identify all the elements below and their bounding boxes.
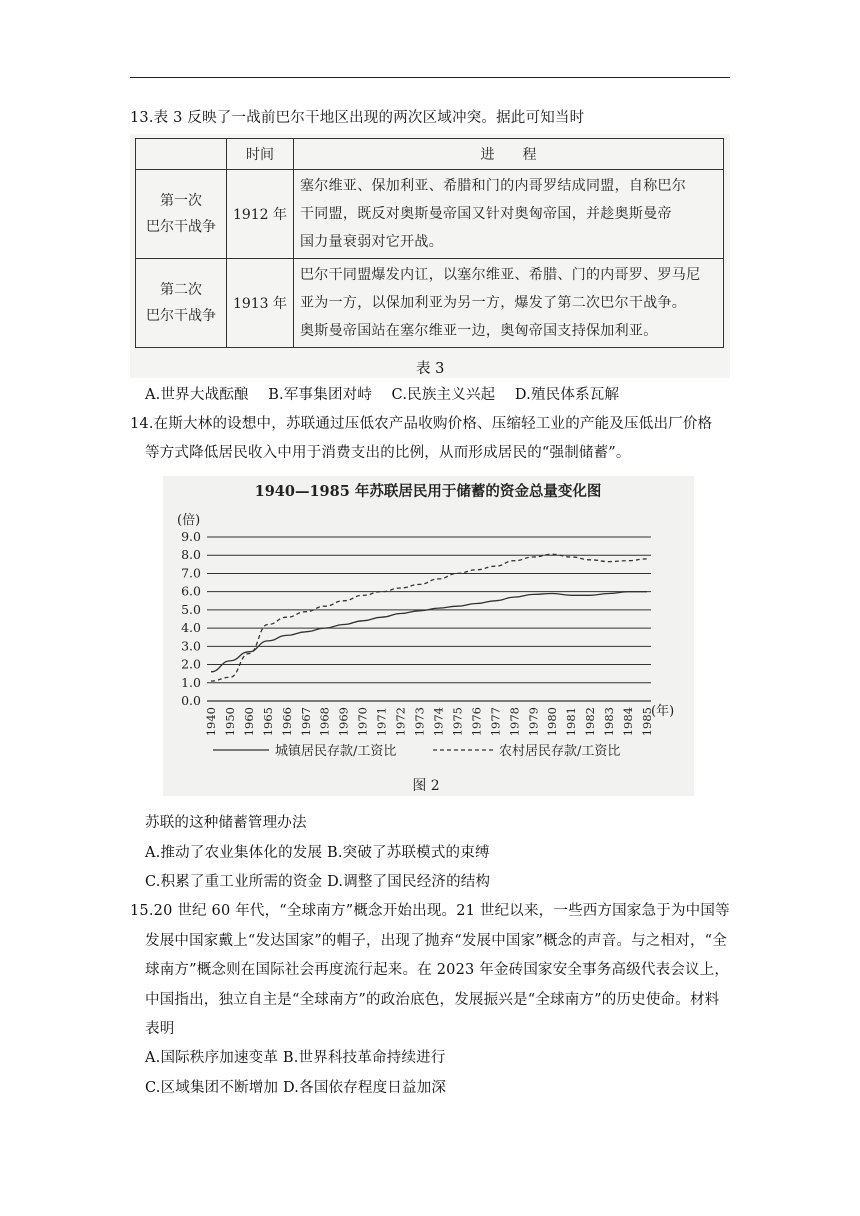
x-tick-label: 1972 (393, 707, 408, 737)
table-3 (130, 134, 730, 378)
q15-stem-line3: 球南方”概念则在国际社会再度流行起来。在 2023 年金砖国家安全事务高级代表会议上， (145, 962, 730, 978)
x-tick-label: 1974 (431, 707, 446, 737)
event-label: 巴尔干战争 (146, 308, 216, 324)
y-tick-labels (181, 529, 201, 708)
header-time: 时间 (227, 139, 294, 170)
table-header-row (136, 139, 724, 170)
x-tick-label: 1975 (450, 707, 465, 737)
q15-options-cd: C.区域集团不断增加 D.各国依存程度日益加深 (145, 1080, 447, 1096)
y-tick-label: 6.0 (181, 583, 201, 599)
x-tick-label: 1979 (526, 707, 541, 737)
process-line: 奥斯曼帝国站在塞尔维亚一边，奥匈帝国支持保加利亚。 (300, 323, 658, 339)
x-tick-label: 1981 (564, 707, 579, 737)
legend-label-rural: 农村居民存款/工资比 (499, 744, 621, 759)
y-tick-label: 1.0 (181, 674, 201, 690)
x-tick-labels (204, 707, 654, 736)
legend (213, 743, 620, 759)
header-blank (136, 139, 227, 170)
y-axis-label: (倍) (177, 513, 201, 528)
process-line: 干同盟，既反对奥斯曼帝国又针对奥匈帝国，并趁奥斯曼帝 (300, 206, 672, 222)
year-cell: 1913 年 (227, 259, 294, 348)
event-cell (136, 170, 227, 259)
y-tick-label: 3.0 (181, 638, 201, 654)
y-tick-label: 4.0 (181, 620, 201, 636)
x-tick-label: 1950 (222, 707, 237, 737)
x-tick-label: 1985 (640, 707, 654, 737)
process-cell (294, 170, 724, 259)
q14-lead: 苏联的这种储蓄管理办法 (145, 815, 307, 831)
process-line: 巴尔干同盟爆发内讧，以塞尔维亚、希腊、门的内哥罗、罗马尼 (300, 267, 701, 283)
y-tick-label: 8.0 (181, 547, 201, 563)
legend-label-urban: 城镇居民存款/工资比 (275, 744, 397, 759)
q14-options-cd: C.积累了重工业所需的资金 D.调整了国民经济的结构 (145, 874, 491, 890)
q13-stem: 13.表 3 反映了一战前巴尔干地区出现的两次区域冲突。据此可知当时 (130, 110, 585, 126)
x-tick-label: 1978 (507, 707, 522, 737)
q15-stem-line1: 15.20 世纪 60 年代，“全球南方”概念开始出现。21 世纪以来，一些西方国家急于为中国等 (130, 903, 730, 919)
x-tick-label: 1940 (204, 707, 218, 737)
q15-options-ab: A.国际秩序加速变革 B.世界科技革命持续进行 (145, 1050, 446, 1066)
table-caption: 表 3 (416, 361, 445, 377)
gridlines (207, 537, 651, 701)
y-tick-label: 5.0 (181, 601, 201, 617)
q14-options-ab: A.推动了农业集体化的发展 B.突破了苏联模式的束缚 (145, 845, 490, 861)
y-tick-label: 7.0 (181, 565, 201, 581)
year-cell: 1912 年 (227, 170, 294, 259)
event-label: 巴尔干战争 (146, 219, 216, 235)
x-axis-label: (年) (651, 704, 675, 719)
header-rule (130, 77, 730, 78)
q15-stem-line5: 表明 (145, 1021, 175, 1037)
x-tick-label: 1966 (279, 707, 294, 737)
q15-stem-line2: 发展中国家戴上“发达国家”的帽子，出现了抛弃“发展中国家”概念的声音。与之相对，“全 (145, 933, 727, 949)
x-tick-label: 1973 (412, 707, 427, 737)
figure-caption: 图 2 (412, 778, 440, 794)
x-tick-label: 1970 (355, 707, 370, 737)
x-tick-label: 1984 (621, 707, 636, 737)
process-line: 塞尔维亚、保加利亚、希腊和门的内哥罗结成同盟，自称巴尔 (300, 178, 687, 194)
chart-title: 1940—1985 年苏联居民用于储蓄的资金总量变化图 (254, 483, 602, 500)
table-row (136, 170, 724, 259)
process-line: 亚为一方，以保加利亚为另一方，爆发了第二次巴尔干战争。 (300, 295, 687, 311)
y-tick-label: 9.0 (181, 529, 201, 544)
x-tick-label: 1960 (241, 707, 256, 737)
y-tick-label: 0.0 (181, 693, 201, 708)
x-tick-label: 1971 (374, 707, 389, 737)
x-tick-label: 1968 (317, 707, 332, 737)
savings-line-chart (163, 476, 694, 796)
x-tick-label: 1976 (469, 707, 484, 737)
x-tick-label: 1980 (545, 707, 560, 737)
x-tick-label: 1982 (583, 707, 598, 737)
process-cell (294, 259, 724, 348)
q14-stem-line2: 等方式降低居民收入中用于消费支出的比例，从而形成居民的“强制储蓄”。 (145, 445, 631, 461)
event-cell (136, 259, 227, 348)
table-row (136, 259, 724, 348)
series-line-urban (211, 592, 647, 672)
process-line: 国力量衰弱对它开战。 (300, 234, 443, 250)
x-tick-label: 1965 (260, 707, 275, 737)
y-tick-label: 2.0 (181, 656, 201, 672)
q14-stem-line1: 14.在斯大林的设想中，苏联通过压低农产品收购价格、压缩轻工业的产能及压低出厂价格 (130, 416, 713, 432)
conflict-table (135, 138, 724, 348)
x-tick-label: 1983 (602, 707, 617, 737)
header-process: 进 程 (294, 139, 724, 170)
figure-2 (163, 476, 694, 796)
event-label: 第一次 (160, 193, 202, 209)
x-tick-label: 1969 (336, 707, 351, 737)
x-tick-label: 1967 (298, 707, 313, 737)
x-tick-label: 1977 (488, 707, 503, 737)
event-label: 第二次 (160, 282, 202, 298)
q15-stem-line4: 中国指出，独立自主是“全球南方”的政治底色，发展振兴是“全球南方”的历史使命。材料 (145, 992, 720, 1008)
q13-options: A.世界大战酝酿 B.军事集团对峙 C.民族主义兴起 D.殖民体系瓦解 (145, 387, 620, 403)
